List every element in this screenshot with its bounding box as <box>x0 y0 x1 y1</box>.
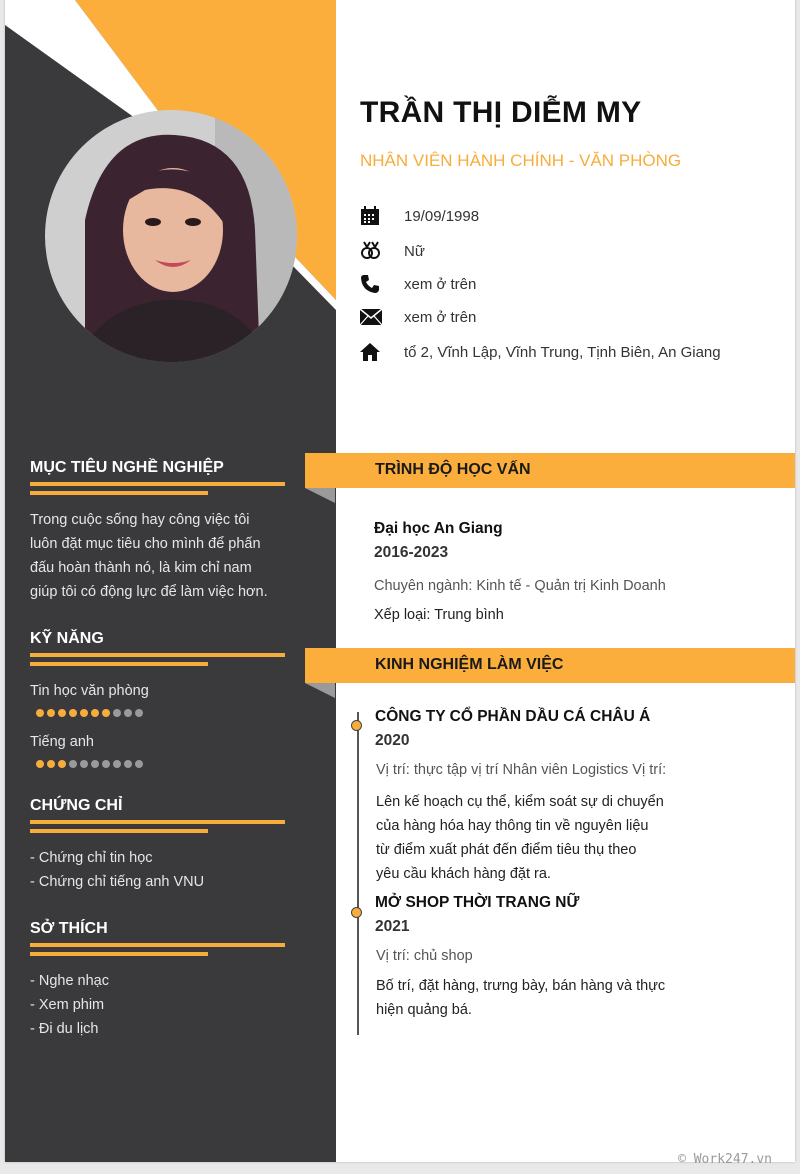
skill-dot <box>124 760 132 768</box>
section-underline <box>30 943 285 956</box>
phone-icon <box>360 274 390 294</box>
watermark: © Work247.vn <box>678 1152 772 1167</box>
job-company: MỞ SHOP THỜI TRANG NỮ <box>375 894 580 911</box>
school-name: Đại học An Giang <box>374 520 503 537</box>
list-item: - Chứng chỉ tiếng anh VNU <box>30 874 205 890</box>
info-phone: xem ở trên <box>360 274 476 294</box>
skill-dot <box>36 709 44 717</box>
skill-dot <box>80 760 88 768</box>
skill-dot <box>47 709 55 717</box>
info-birthdate: 19/09/1998 <box>360 206 479 226</box>
job-year: 2020 <box>375 732 410 749</box>
education-major: Chuyên ngành: Kinh tế - Quản trị Kinh Doanh <box>374 578 666 594</box>
skill-dot <box>80 709 88 717</box>
hobbies-title: SỞ THÍCH <box>30 920 108 937</box>
cv-page <box>5 0 795 1162</box>
timeline-dot <box>351 907 362 918</box>
job-position: Vị trí: chủ shop <box>376 948 473 964</box>
skill-rating <box>36 709 143 717</box>
objective-title: MỤC TIÊU NGHỀ NGHIỆP <box>30 459 224 476</box>
skill-dot <box>135 760 143 768</box>
band-fold <box>305 488 335 503</box>
skill-label: Tin học văn phòng <box>30 683 149 699</box>
education-title: TRÌNH ĐỘ HỌC VẤN <box>375 461 531 478</box>
section-underline <box>30 482 285 495</box>
avatar <box>45 110 297 362</box>
experience-title: KINH NGHIỆM LÀM VIỆC <box>375 656 564 673</box>
skill-dot <box>69 709 77 717</box>
list-item: - Đi du lịch <box>30 1021 99 1037</box>
hobbies-list <box>30 969 109 1041</box>
info-email: xem ở trên <box>360 308 476 326</box>
info-address: tổ 2, Vĩnh Lập, Vĩnh Trung, Tịnh Biên, An Giang <box>360 342 721 362</box>
skill-dot <box>91 760 99 768</box>
education-period: 2016-2023 <box>374 544 449 561</box>
section-underline <box>30 820 285 833</box>
candidate-name: TRẦN THỊ DIỄM MY <box>360 96 642 129</box>
home-icon <box>360 342 390 362</box>
skill-dot <box>58 760 66 768</box>
skill-rating <box>36 760 143 768</box>
calendar-icon <box>360 206 390 226</box>
skill-dot <box>113 760 121 768</box>
section-underline <box>30 653 285 666</box>
skill-label: Tiếng anh <box>30 734 94 750</box>
skill-dot <box>58 709 66 717</box>
band-fold <box>305 683 335 698</box>
list-item: - Xem phim <box>30 997 105 1013</box>
info-gender: Nữ <box>360 240 425 262</box>
skill-dot <box>124 709 132 717</box>
education-grade: Xếp loại: Trung bình <box>374 607 504 623</box>
skill-dot <box>91 709 99 717</box>
skills-title: KỸ NĂNG <box>30 630 104 647</box>
job-company: CÔNG TY CỔ PHẦN DẦU CÁ CHÂU Á <box>375 708 651 725</box>
job-year: 2021 <box>375 918 410 935</box>
timeline-line <box>357 712 359 1035</box>
list-item: - Chứng chỉ tin học <box>30 850 153 866</box>
job-description: Lên kế hoạch cụ thể, kiểm soát sự di chuyển của hàng hóa hay thông tin về nguyên liệu từ điểm xuất phát đến điểm tiêu thụ theo yêu cầu khách hàng đặt ra. <box>376 794 664 882</box>
skill-dot <box>113 709 121 717</box>
gender-icon <box>360 240 390 262</box>
skill-dot <box>135 709 143 717</box>
certificates-title: CHỨNG CHỈ <box>30 797 123 814</box>
skill-dot <box>36 760 44 768</box>
skill-dot <box>69 760 77 768</box>
certificates-list <box>30 846 204 894</box>
skill-dot <box>102 760 110 768</box>
job-description: Bố trí, đặt hàng, trưng bày, bán hàng và thực hiện quảng bá. <box>376 978 666 1018</box>
email-icon <box>360 308 390 326</box>
skill-dot <box>47 760 55 768</box>
candidate-role: NHÂN VIÊN HÀNH CHÍNH - VĂN PHÒNG <box>360 151 682 170</box>
job-position: Vị trí: thực tập vị trí Nhân viên Logistics Vị trí: <box>376 762 667 778</box>
skill-dot <box>102 709 110 717</box>
timeline-dot <box>351 720 362 731</box>
objective-text: Trong cuộc sống hay công việc tôi luôn đặt mục tiêu cho mình để phấn đấu hoàn thành nó, là kim chỉ nam giúp tôi có động lực để làm việc hơn. <box>30 512 268 600</box>
list-item: - Nghe nhạc <box>30 973 109 989</box>
